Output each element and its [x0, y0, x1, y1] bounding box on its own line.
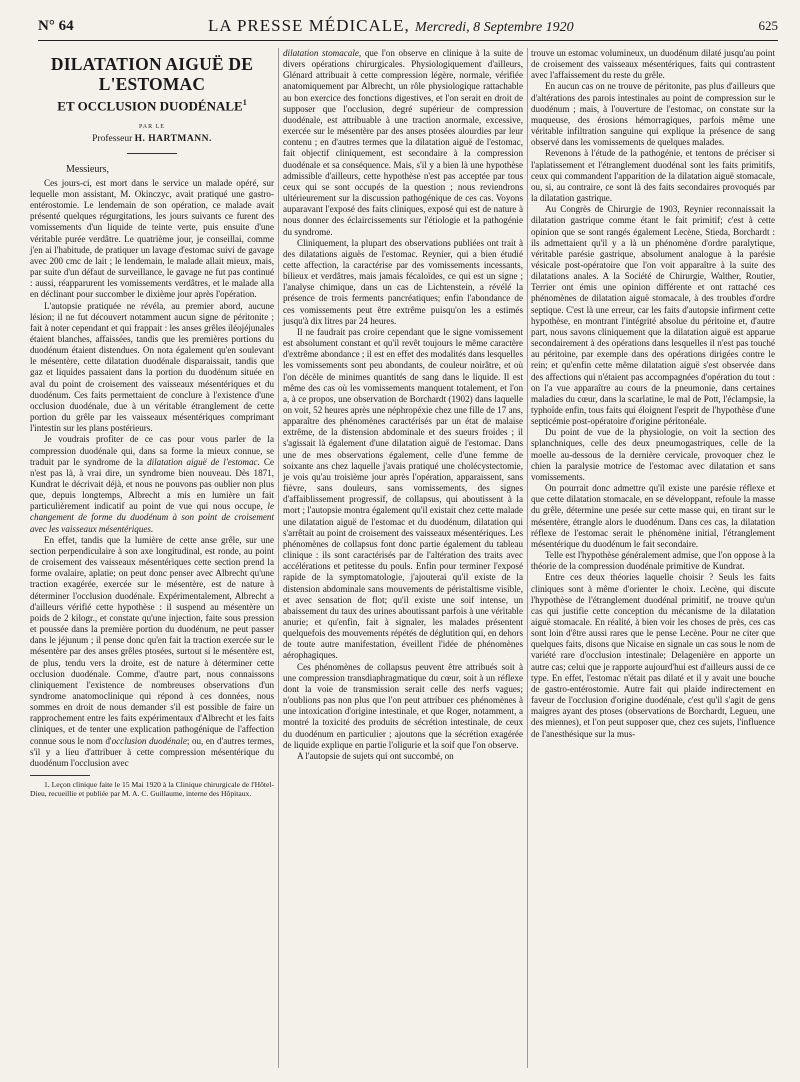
- footnote-rule: [30, 775, 90, 776]
- footnote-mark: 1: [242, 98, 247, 107]
- article-title: DILATATION AIGUË DE L'ESTOMAC: [50, 54, 254, 94]
- paragraph: [283, 48, 523, 238]
- author-prefix: Professeur: [92, 134, 133, 145]
- article-subtitle: [30, 94, 274, 114]
- text-run: que l'on observe en clinique à la suite de divers opérations chirurgicales. Physiologiquement d'ailleurs, Glénard attribuait à cette compression légère, normale, vérifiée anatomiquement par Albrecht, un rôle physiologique rattachable au bon exercice des fonctions digestives, et l'on serait en droit de supposer que l'occlusion, degré supérieur de compression duodénale, est attribuable à une traction anormale, excessive, exercée sur le mésentère par des anses ptosées alourdies par leur contenu ; en d'autres termes que la dilatation aiguë de l'estomac, fait objectif cliniquement, est secondaire à la compression duodénale et sa conséquence. Mais, s'il y a bien là une hypothèse admissible d'ailleurs, cette hypothèse n'est pas acceptée par tous ceux qui se sont occupés de la question ; nous reviendrons ultérieurement sur la discussion pathogénique de ces cas. Voyons auparavant l'exposé des faits cliniques, exposé qui est de nature à nous donner des éclaircissements sur l'étiologie et la pathogénie du syndrome.: [283, 48, 523, 237]
- paragraph: Du point de vue de la physiologie, on voit la section des splanchniques, celle des deux pneumogastriques, celle de la moelle au-dessous de la dernière cervicale, provoquer chez le chien la paralysie motrice de l'estomac avec dilatation et sans vomissements.: [531, 427, 775, 482]
- paragraph: Au Congrès de Chirurgie de 1903, Reynier reconnaissait la dilatation gastrique comme étant le fait primitif; c'est à cette opinion que se sont rangés également Lecène, Stieda, Borchardt : ils admettaient qu'il y a là un phénomène d'ordre paralytique, véritable parésie gastrique, absolument analogue à la parésie vésicale post-opératoire que l'on voit apparaître à la suite des dilatations anales. A la Société de Chirurgie, Walther, Routier, Terrier ont émis une opinion différente et ont rattaché ces phénomènes de dilatation aiguë stomacale, à des troubles d'ordre septique. C'est là une erreur, car les faits d'autopsie infirment cette hypothèse, en montrant l'intégrité absolue du péritoine et, d'autre part, nous savons cliniquement que la dilatation aiguë est apparue secondairement à des opérations dans lesquelles il n'est pas touché au péritoine, par exemple dans des opérations dirigées contre le rein; et qu'enfin cette même dilatation aiguë s'est observée dans des affections qui n'étaient pas accompagnées d'opération du tout : on l'a vue apparaître au cours de la pneumonie, dans certaines maladies du cœur, dans la scarlatine, le mal de Pott, l'éclampsie, la typhoïde enfin, tous faits qui éloignent l'esprit de l'hypothèse d'une septicémie post-opératoire d'origine péritonéale.: [531, 204, 775, 427]
- paragraph: Ces phénomènes de collapsus peuvent être attribués soit à une compression transdiaphragmatique du cœur, soit à un réflexe dont la voie de transmission serait celle des nerfs vagues; n'oublions pas non plus que l'on peut attribuer ces phénomènes à une intoxication d'origine intestinale, et que Roger, notamment, a montré la toxicité des produits de sécrétion intestinale, de ceux du duodénum en particulier ; ajoutons que la sécrétion exagérée de liquide explique en partie l'oligurie et la soif que l'on observe.: [283, 661, 523, 750]
- issue-date: Mercredi, 8 Septembre 1920: [415, 20, 574, 35]
- article-subtitle-text: ET OCCLUSION DUODÉNALE: [57, 98, 243, 114]
- column-rule: [527, 48, 528, 1068]
- paragraph: En aucun cas on ne trouve de péritonite, pas plus d'ailleurs que d'altérations des parois intestinales au point de compression sur le duodénum ; mais, à l'ouverture de l'estomac, on constate sur la muqueuse, des érosions hémorragiques, parfois même une véritable infiltration sanguine qui explique la présence de sang observé dans les vomissements de quelques malades.: [531, 81, 775, 148]
- issue-number: N° 64: [38, 18, 74, 34]
- journal-name: LA PRESSE MÉDICALE,: [208, 16, 410, 35]
- italic-run: le changement de forme du duodénum à son point de croisement avec les vaisseaux mésentériques.: [30, 501, 274, 534]
- paragraph: [30, 434, 274, 534]
- footnote: 1. Leçon clinique faite le 15 Mai 1920 à la Clinique chirurgicale de l'Hôtel-Dieu, recueillie et publiée par M. A. C. Guillaume, interne des Hôpitaux.: [30, 780, 274, 799]
- paragraph: Il ne faudrait pas croire cependant que le signe vomissement est absolument constant et qu'il revêt toujours le même caractère d'extrême abondance ; il est en effet des modalités dans lesquelles les vomissements sont peu abondants, de couleur noirâtre, et où l'on décèle de minimes quantités de sang dans le liquide. Il est même des cas où les vomissements manquent totalement, et l'on a, à ce propos, une observation de Borchardt (1902) dans laquelle on voit, 52 heures après une néphropéxie chez une fille de 17 ans, apparaître des phénomènes caractérisés par un état de malaise extrême, de la distension abdominale et des sueurs froides ; il s'agissait là également d'une dilatation aiguë de l'estomac. Dans une de mes observations également, celle d'une femme de soixante ans chez laquelle j'avais pratiqué une cholécystectomie, je vois qu'au troisième jour après l'opération, apparaissent, sans fièvre, sans douleurs, sans vomissements, des signes d'affaiblissement progressif, de collapsus, qui aboutissent à la mort ; l'autopsie montra également qu'il existait chez cette malade une dilatation aiguë de l'estomac et du duodénum, dilatation qui s'arrêtait au point de croisement des vaisseaux mésentériques. Les phénomènes de collapsus font donc partie également du tableau clinique : ils sont caractérisés par de l'altération des traits avec accélérations et petitesse du pouls. Enfin pour terminer l'exposé rapide de la symptomatologie, j'ajouterai qu'il existe de la distension abdominale sans mouvements de péristaltisme visible, et avec sensation de flot; qu'il existe une soif intense, un abaissement du taux des urines aboutissant parfois à une véritable anurie; et qu'enfin, fait à signaler, les malades présentent quelquefois des mouvements répétés de déglutition qui, en dehors de toute autre manifestation, éveillent l'idée de phénomènes aérophagiques.: [283, 326, 523, 661]
- italic-run: dilatation stomacale,: [283, 48, 362, 58]
- article-heading: [30, 54, 274, 154]
- salutation: Messieurs,: [66, 163, 110, 175]
- text-run: ; ou, en d'autres termes, s'il y a lieu d'attribuer à cette compression mésentérique du duodénum l'occlusion avec: [30, 735, 274, 768]
- journal-title: [208, 16, 574, 36]
- paragraph: Cliniquement, la plupart des observations publiées ont trait à des dilatations aiguës de l'estomac. Reynier, qui a bien étudié cette affection, la caractérise par des vomissements incessants, bilieux et verdâtres, mais jamais fécaloïdes, ce qui est un signe ; l'analyse chimique, dans un cas de Lichtenstein, a révélé la présence de trois ferments pancréatiques; enfin l'abondance de ces vomissements peut être extrême puisqu'on les a estimés jusqu'à dix litres par 24 heures.: [283, 237, 523, 326]
- text-run: En effet, tandis que la lumière de cette anse grêle, sur une section perpendiculaire à son axe longitudinal, est ronde, au point de croisement des vaisseaux mésentériques cette section prend la forme ovalaire, aplatie; on peut donc penser avec Albrecht qu'une traction exagérée, exercée sur le mésentère, est de nature à déterminer l'occlusion duodénale. Expérimentalement, Albrecht a d'ailleurs vérifié cette hypothèse : il suspend au mésentère un poids de 2 kilogr., et constate qu'une injection, faite sous pression et poussée dans la première portion du duodénum, ne peut passer dans le jéjunum ; il pense donc qu'en fait la traction exercée sur le mésentère par des anses grêles ptosées, surtout si le mésentère est, de plus, tendu vers la droite, est de nature à déterminer cette occlusion duodénale. Comme, d'autre part, nous connaissons cliniquement l'existence de nombreuses observations d'un syndrome anatomoclinique qui répond à ces données, nous sommes en droit de nous demander s'il est possible de faire un rapprochement entre les faits expérimentaux d'Albrecht et les faits cliniques, et de tenter une explication pathogénique de l'affection connue sous le nom d': [30, 534, 274, 746]
- page-number: 625: [758, 18, 778, 33]
- column-2: [283, 48, 523, 762]
- author-name: H. HARTMANN.: [134, 134, 212, 145]
- page-header: [38, 14, 778, 41]
- text-run: Ce n'est pas là, à vrai dire, un syndrome bien nouveau. Dès 1871, Kundrat le décrivait déjà, et nous ne pouvons pas oublier non plus que, depuis longtemps, Albrecht a mis en lumière un fait particulièrement indicatif au point de vue qui nous occupe,: [30, 456, 274, 512]
- paragraph: L'autopsie pratiquée ne révéla, au premier abord, aucune lésion; il ne fut découvert notamment aucun signe de péritonite ; fait à noter cependant et qui frappait : les anses grêles iléojéjunales étaient blanches, affaissées, tandis que les premières portions du duodénum étaient distendues. On nota également qu'en soulevant le mésentère, cette dilatation duodénale disparaissait, tandis que gaz et liquides passaient dans la portion du duodénum située en aval du point de croisement des vaisseaux mésentériques et du duodénum. Ces faits permettaient de conclure à l'existence d'une occlusion duodénale, due à un véritable étranglement de cette portion du grêle par les vaisseaux mésentériques comprimant l'intestin sur les plans postérieurs.: [30, 300, 274, 434]
- paragraph: trouve un estomac volumineux, un duodénum dilaté jusqu'au point de croisement des vaisseaux mésentériques, faits qui contrastent avec l'affaissement du reste du grêle.: [531, 48, 775, 81]
- column-rule: [278, 48, 279, 1068]
- italic-run: occlusion duodénale: [111, 735, 187, 746]
- text-run: Je voudrais profiter de ce cas pour vous parler de la compression duodénale qui, dans sa forme la mieux connue, se traduit par le syndrome de la: [30, 434, 274, 467]
- paragraph: A l'autopsie de sujets qui ont succombé, on: [297, 750, 454, 761]
- author: [30, 134, 274, 145]
- paragraph: On pourrait donc admettre qu'il existe une parésie réflexe et que cette dilatation stomacale, en se développant, refoule la masse du grêle, détermine une pesée sur cette masse qui, en tirant sur le mésentère, étrangle alors le duodénum. Dans ces cas, la dilatation réflexe de l'estomac serait le phénomène initial, l'étranglement mésentérique du duodénum le fait secondaire.: [531, 483, 775, 549]
- paragraph: Revenons à l'étude de la pathogénie, et tentons de préciser si l'aplatissement et l'étranglement duodénal sont les faits primitifs, ceux qui commandent l'apparition de la dilatation aiguë stomacale, ou, si, au contraire, ce sont là des faits secondaires provoqués par la dilatation gastrique.: [531, 148, 775, 204]
- byline-par: PAR LE: [139, 124, 165, 131]
- column-1: [30, 48, 274, 799]
- paragraph: Telle est l'hypothèse généralement admise, que l'on oppose à la théorie de la compression duodénale primitive de Kundrat.: [531, 550, 775, 572]
- paragraph: [30, 535, 274, 769]
- italic-run: dilatation aiguë de l'estomac.: [147, 456, 260, 467]
- paragraph: Ces jours-ci, est mort dans le service un malade opéré, sur lequelle mon assistant, M. Okinczyc, avait pratiqué une gastro-entérostomie. Le lendemain de son opération, ce malade avait présenté quelques régurgitations, les jours suivants ce furent des vomissements d'un liquide de teinte verte, puis ensuite d'une véritable purée verdâtre. Le quatrième jour, je conseillai, comme j'en ai l'habitude, de pratiquer un lavage d'estomac suivi de gavage avec 200 cmc de lait ; le lendemain, le malade allait mieux, mais, par suite d'un défaut de surveillance, le gavage ne fut pas continué : aussi, réapparurent les vomissements verdâtres, et le malade alla en déclinant pour succomber le dixième jour après l'opération.: [30, 177, 274, 300]
- title-rule: [127, 153, 177, 154]
- paragraph: Entre ces deux théories laquelle choisir ? Seuls les faits cliniques sont à même d'orienter le choix. Lecène, qui discute l'hypothèse de l'étranglement duodénal primitif, ne trouve qu'un cas qui justifie cette conception du mécanisme de la dilatation aiguë stomacale. En réalité, à bien voir les choses de près, ces cas sont loin d'être aussi rares que le pense Lecène. Pour ne citer que quelques faits, disons que Nicaise en signale un cas sous le nom de variété rare d'occlusion intestinale; Delagenière en apporte un autre cas; celui que je rapporte aujourd'hui est d'ailleurs aussi de ce type. En effet, l'estomac n'était pas dilaté et il y avait une bouche de gastro-entérostomie. Autre fait qui plaide indirectement en faveur de l'occlusion d'origine duodénale, c'est qu'il s'agit de gens maigres ayant des ptoses (observations de Borchardt, Legueu, une des miennes), et l'on peut supposer que, chez ces sujets, l'influence de l'anesthésique sur la mus-: [531, 572, 775, 739]
- column-3: [531, 48, 775, 740]
